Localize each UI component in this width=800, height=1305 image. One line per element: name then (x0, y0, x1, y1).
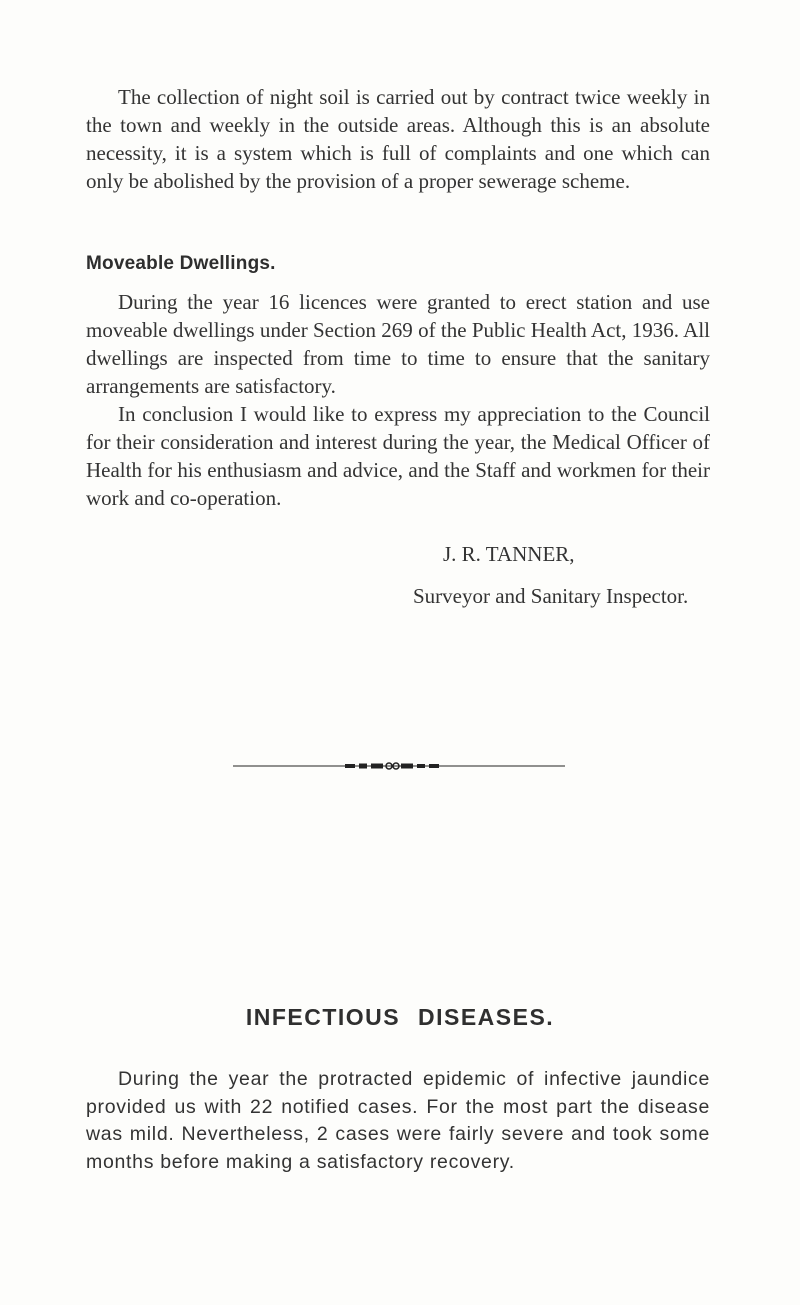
signature-title: Surveyor and Sanitary Inspector. (413, 584, 689, 608)
section-heading-moveable-dwellings: Moveable Dwellings. (86, 253, 276, 274)
conclusion-paragraph: In conclusion I would like to express my appreciation to the Council for their consideration and interest during the year, the Medical Officer of Health for his enthusiasm and advice, and the Staff and workmen for their work and co-operation. (86, 402, 710, 510)
licence-paragraph: During the year 16 licences were granted to erect station and use moveable dwellings under Section 269 of the Public Health Act, 1936. All dwellings are inspected from time to time to ensure that the sanitary arrangements are satisfactory. (86, 290, 710, 398)
infectious-diseases-paragraph: During the year the protracted epidemic of infective jaundice provided us with 22 notified cases. For the most part the disease was mild. Nevertheless, 2 cases were fairly severe and took some months before making a satisfactory recovery. (86, 1068, 710, 1173)
signature-name: J. R. TANNER, (443, 542, 575, 566)
section-heading-infectious-diseases: INFECTIOUS DISEASES. (245, 1004, 555, 1030)
intro-paragraph: The collection of night soil is carried out by contract twice weekly in the town and weekly in the outside areas. Although this is an absolute necessity, it is a system which is full of complaints and one which can only be abolished by the provision of a proper sewerage scheme. (86, 85, 710, 193)
ornamental-divider (233, 762, 565, 770)
